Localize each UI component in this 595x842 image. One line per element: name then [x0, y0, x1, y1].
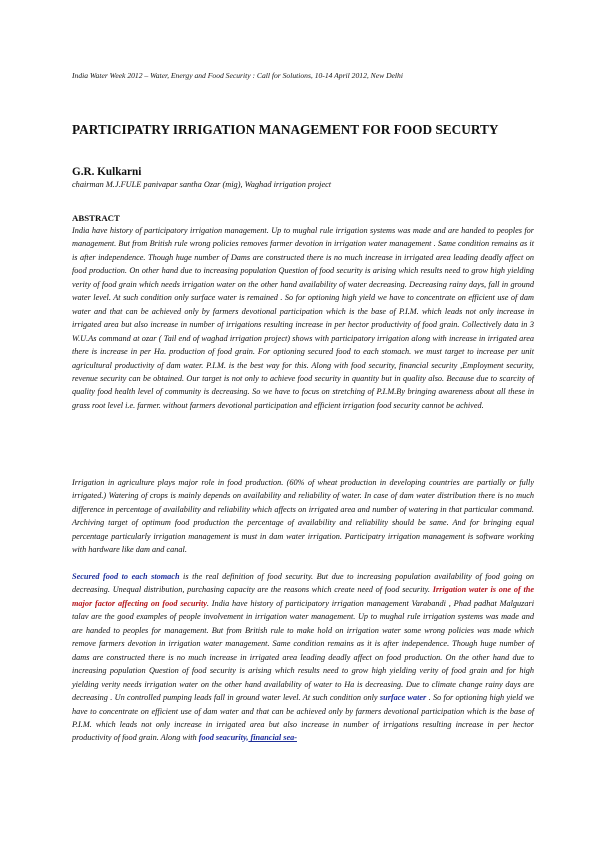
abstract-heading: ABSTRACT — [72, 213, 120, 223]
body-paragraph-1: Irrigation in agriculture plays major role in food production. (60% of wheat production in developing countries are partially or fully irrigated.) Watering of crops is mainly depends on availability and reliability of water. In case of dam water distribution there is no much difference in percentage of availability and reliability which affects on irrigated area and number of watering in that particular command. Archiving target of optimum food production the percentage of availability and reliability should be same. And for bringing equal percentage particularly irrigation management is must in dam water irrigation. Participatry irrigation management is software working with hardware like dam and canal. — [72, 478, 534, 555]
paper-title: PARTICIPATRY IRRIGATION MANAGEMENT FOR FOOD SECURTY — [72, 122, 499, 137]
running-head: India Water Week 2012 – Water, Energy and Food Security : Call for Solutions, 10-14 April 2012, New Delhi — [72, 71, 403, 80]
highlight-secured-food: Secured food to each stomach — [72, 572, 180, 581]
highlight-financial-security: financial sea- — [248, 733, 297, 743]
paragraph-text: . So for optioning high yield we have to concentrate on efficient use of dam water and that can be achieved only by farmers devotional participation which is the base of P.I.M. which leads not only increase in irrigated area but also increase in number of irrigations resulting increase in per hector productivity of food grain. Along with — [72, 693, 534, 743]
author-affiliation: chairman M.J.FULE panivapar santha Ozar (mig), Waghad irrigation project — [72, 180, 332, 189]
highlight-food-security: food seacurity, — [198, 733, 249, 743]
body-paragraph-2 — [72, 570, 534, 745]
highlight-irrigation-water: Irrigation water is one of the major factor affecting on food security — [72, 585, 534, 608]
abstract-paragraph: India have history of participatory irrigation management. Up to mughal rule irrigation systems was made and are handed to peoples for management. But from British rule wrong policies removes farmer devotion in irrigation water management . Same condition remains as it is after independence. Though huge number of Dams are constructed there is no much increase in irrigated area leading deadly affect on food production. On other hand due to increasing population Question of food security is arising which results need to grow high yielding verity of food grain which needs irrigation water on the other hand availability of water decreasing. Decreasing rainy days, fall in ground water level. At such condition only surface water is remained . So for optioning high yield we have to concentrate on efficient use of dam water and that can be achieved only by farmers devotional participation which is the base of P.I.M. which leads not only increase in irrigated area but also increase in number of irrigations resulting increase in per hector productivity of food grain. Collectively data in 3 W.U.As command at ozar ( Tail end of waghad irrigation project) shows with participatory irrigation along with increase in irrigated area there is increase in per Ha. production of food grain. For optioning secured food to each stomach. we must target to increase per unit agricultural productivity of dam water. P.I.M. is the best way for this. Along with food security, financial security ,Employment security, revenue security can be obtained. Our target is not only to achieve food security in quantity but in quality also. Because due to scarcity of quality food health level of community is decreasing. So we have to focus on stretching of P.I.M.By bringing awareness about all these in grass root level i.e. farmer. without farmers devotional participation and efficient irrigation food security cannot be achived. — [72, 226, 534, 410]
highlight-surface-water: surface water — [379, 693, 427, 703]
paragraph-text: . India have history of participatory irrigation management Varabandi , Phad padhat Malguzari talav are the good examples of people involvement in irrigation water management. Up to mughal rule irrigation systems was made and are handed to peoples for management. But from British rule to make hold on irrigation water some wrong policies was made which remove farmers devotion in irrigation water management. Same condition remains as it is after independence. Though huge number of dams are constructed there is no much increase in irrigated area leading deadly affect on food production. On the other hand due to increasing population Question of food security is arising which results need to grow high yielding verity of food grain and for high yielding verity needs irrigation water on the other hand availability of water to Ha is decreasing. Due to climate change rainy days are decreasing . Un controlled pumping leads fall in ground water level. At such condition only — [72, 598, 534, 703]
author-name: G.R. Kulkarni — [72, 166, 142, 178]
paragraph-text: is the real definition of food security. But due to increasing population availability of food going on decreasing. Unequal distribution, purchasing capacity are the reasons which create need of food security. — [72, 572, 534, 595]
